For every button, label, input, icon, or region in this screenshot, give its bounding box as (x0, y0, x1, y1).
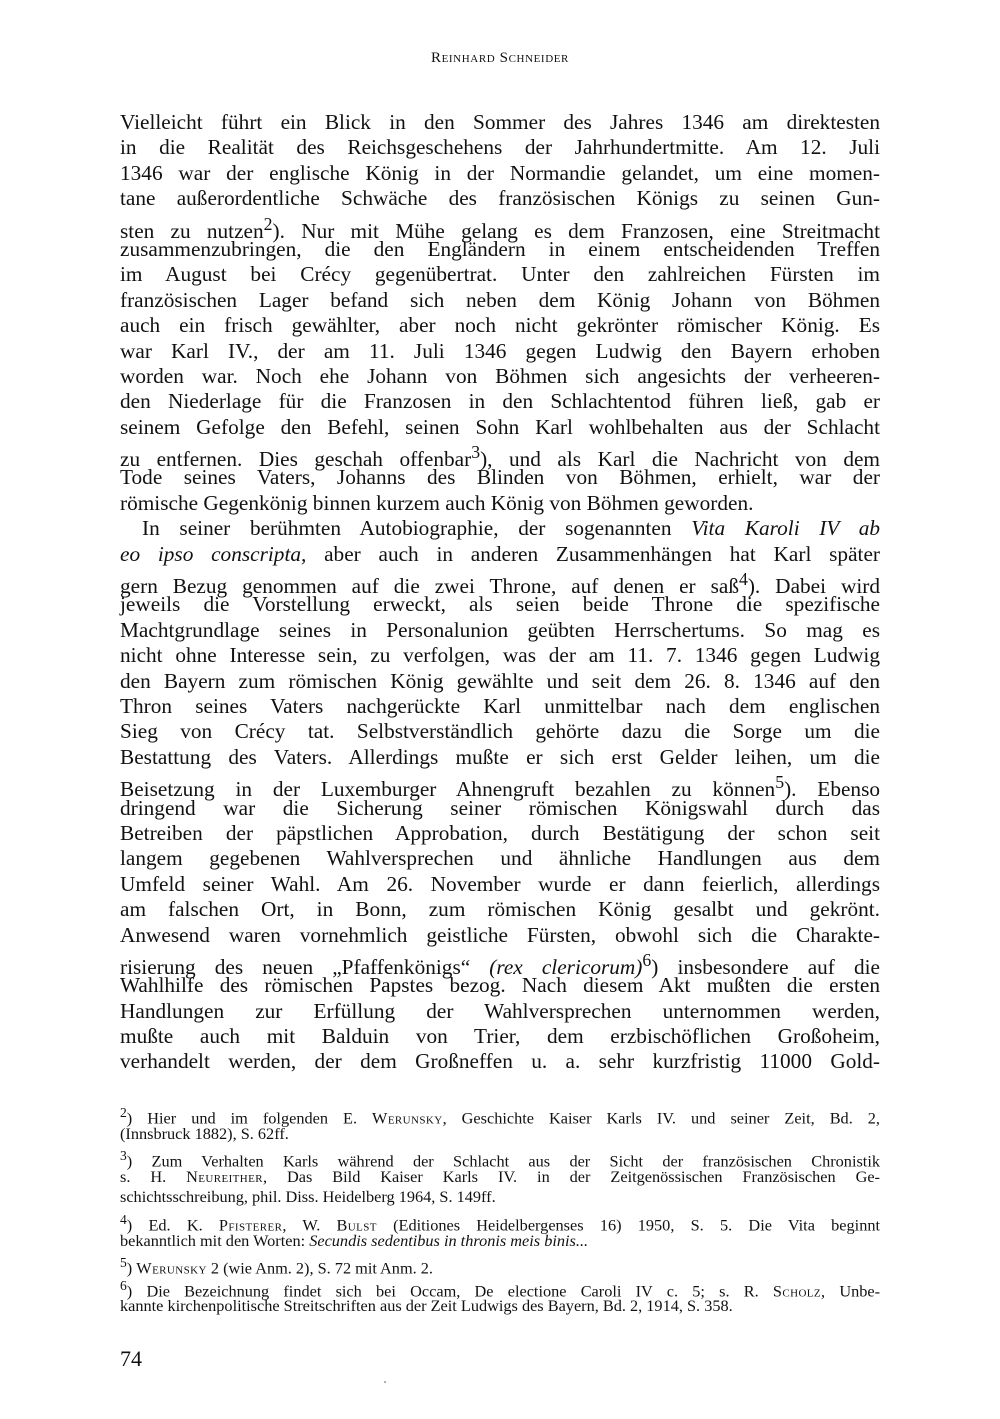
footnote-4 (120, 1210, 880, 1251)
text-line: jeweils die Vorstellung erweckt, als seien beide Throne die spezifische (120, 592, 880, 617)
footnote-ref-5: 5 (775, 772, 785, 793)
text-line: tane außerordentliche Schwäche des französischen Königs zu seinen Gun- (120, 186, 880, 211)
text-segment: ). Dabei wird (747, 574, 880, 599)
text-line: auch ein frisch gewählter, aber noch nicht gekrönter römischer König. Es (120, 313, 880, 338)
text-segment: ) insbesondere auf die (651, 954, 880, 979)
text-line: Bestattung des Vaters. Allerdings mußte er sich erst Gelder leihen, um die (120, 744, 880, 769)
footnote-2 (120, 1103, 880, 1144)
text-line: im August bei Crécy gegenübertrat. Unter den zahlreichen Fürsten im (120, 262, 880, 287)
text-line: verhandelt werden, der dem Großneffen u. a. sehr kurzfristig 11000 Gold- (120, 1049, 880, 1074)
footnote-mark: 5 (120, 1255, 127, 1271)
footnote-line (120, 1146, 880, 1171)
text-segment: ). Nur mit Mühe gelang es dem Franzosen, eine Streitmacht (272, 218, 880, 243)
footnote-mark: 2 (120, 1105, 127, 1120)
text-line: am falschen Ort, in Bonn, zum römischen König gesalbt und gekrönt. (120, 897, 880, 922)
text-line: Handlungen zur Erfüllung der Wahlversprechen unternommen werden, (120, 998, 880, 1023)
text-segment: ) Ed. K. (126, 1215, 219, 1235)
text-segment: 2 (wie Anm. 2), S. 72 mit Anm. 2. (206, 1258, 433, 1278)
text-segment: , W. (282, 1215, 337, 1235)
text-line: Sieg von Crécy tat. Selbstverständlich gehörte dazu die Sorge um die (120, 719, 880, 744)
footnote-line: kannte kirchenpolitische Streitschriften aus der Zeit Ludwigs des Bayern, Bd. 2, 1914, S. 358. (120, 1296, 733, 1316)
footnote-6 (120, 1276, 880, 1317)
footnote-mark: 4 (120, 1211, 127, 1227)
footnote-ref-6: 6 (642, 949, 652, 970)
footnotes (120, 1103, 880, 1317)
text-segment: s. H. (120, 1166, 187, 1186)
text-segment: gern Bezug genommen auf die zwei Throne, auf denen er saß (120, 574, 739, 599)
text-line: den Bayern zum römischen König gewählte und seit dem 26. 8. 1346 auf den (120, 668, 880, 693)
text-segment: Beisetzung in der Luxemburger Ahnengruft bezahlen zu können (120, 777, 776, 802)
text-segment: , Das Bild Kaiser Karls IV. in der Zeitgenössischen Französischen Ge- (263, 1166, 880, 1186)
text-segment: ) Zum Verhalten Karls während der Schlacht aus der Sicht der französischen Chronistik (126, 1151, 880, 1171)
text-line: mußte auch mit Balduin von Trier, dem erzbischöflichen Großoheim, (120, 1024, 880, 1049)
text-line: Anwesend waren vornehmlich geistliche Fürsten, obwohl sich die Charakte- (120, 922, 880, 947)
text-line: Umfeld seiner Wahl. Am 26. November wurde er dann feierlich, allerdings (120, 871, 880, 896)
footnote-mark: 3 (120, 1148, 127, 1164)
text-line: Thron seines Vaters nachgerückte Karl unmittelbar nach dem englischen (120, 693, 880, 718)
text-line: seinem Gefolge den Befehl, seinen Sohn Karl wohlbehalten aus der Schlacht (120, 414, 880, 439)
text-line: Betreiben der päpstlichen Approbation, durch Bestätigung der schon seit (120, 820, 880, 845)
footnote-mark: 6 (120, 1277, 127, 1293)
footnote-line (120, 1103, 880, 1128)
footnote-line (120, 1210, 881, 1235)
text-segment: ), und als Karl die Nachricht von dem (480, 447, 880, 472)
print-speck (384, 1381, 386, 1383)
text-line: 1346 war der englische König in der Normandie gelandet, um eine momen- (120, 160, 880, 185)
text-segment: In seiner berühmten Autobiographie, der sogenannten (142, 516, 692, 541)
text-line: zusammenzubringen, die den Engländern in einem entscheidenden Treffen (120, 236, 880, 261)
text-line: Wahlhilfe des römischen Papstes bezog. Nach diesem Akt mußten die ersten (120, 973, 880, 998)
footnote-ref-2: 2 (263, 213, 273, 234)
text-segment: sten zu nutzen (120, 218, 264, 243)
text-segment: ). Ebenso (784, 777, 881, 802)
author-name: Bulst (336, 1215, 377, 1235)
text-line (120, 212, 880, 243)
italic-title: eo ipso conscripta, (120, 541, 307, 566)
text-segment: ) Die Bezeichnung findet sich bei Occam, De electione Caroli IV c. 5; s. R. (126, 1281, 773, 1301)
text-line (120, 440, 880, 472)
text-line (120, 948, 880, 979)
text-line: Machtgrundlage seines in Personalunion geübten Herrschertums. So mag es (120, 617, 880, 642)
text-line (120, 567, 880, 599)
text-line: den Niederlage für die Franzosen in den Schlachtentod führen ließ, gab er (120, 389, 880, 414)
running-head: Reinhard Schneider (431, 50, 569, 66)
text-line: nicht ohne Interesse sein, zu verfolgen, was der am 11. 7. 1346 gegen Ludwig (120, 643, 880, 668)
text-line: römische Gegenkönig binnen kurzem auch König von Böhmen geworden. (120, 490, 754, 515)
text-line (120, 516, 880, 541)
italic-quote: Secundis sedentibus in thronis meis binis... (309, 1230, 589, 1250)
footnote-3 (120, 1146, 880, 1208)
footnote-line (120, 1253, 880, 1278)
author-name: Scholz (772, 1281, 822, 1301)
text-line: worden war. Noch ehe Johann von Böhmen sich angesichts der verheeren- (120, 363, 880, 388)
author-name: Werunsky (372, 1108, 443, 1128)
footnote-line: (Innsbruck 1882), S. 62ff. (120, 1123, 289, 1143)
text-segment: risierung des neuen „Pfaffenkönigs“ (120, 954, 490, 979)
text-line: war Karl IV., der am 11. Juli 1346 gegen Ludwig den Bayern erhoben (120, 338, 880, 363)
text-line (120, 542, 880, 567)
text-segment: zu entfernen. Dies geschah offenbar (120, 447, 472, 472)
text-segment: ) (126, 1258, 137, 1278)
footnote-ref-4: 4 (738, 569, 748, 590)
footnote-line (120, 1276, 881, 1301)
text-segment: ) Hier und im folgenden E. (126, 1108, 373, 1128)
footnote-line: schichtsschreibung, phil. Diss. Heidelberg 1964, S. 149ff. (120, 1187, 496, 1207)
footnote-line (120, 1167, 880, 1188)
text-line: langem gegebenen Wahlversprechen und ähnliche Handlungen aus dem (120, 846, 880, 871)
author-name: Neureither (186, 1166, 263, 1186)
footnote-5 (120, 1253, 880, 1278)
text-segment: , Geschichte Kaiser Karls IV. und seiner Zeit, Bd. 2, (442, 1108, 880, 1128)
text-segment: , Unbe- (821, 1281, 881, 1301)
text-segment: (Editiones Heidelbergenses 16) 1950, S. 5. Die Vita beginnt (376, 1215, 881, 1235)
italic-title: Vita Karoli IV ab (691, 516, 880, 541)
main-text (120, 110, 880, 1075)
italic-term: (rex clericorum) (489, 954, 643, 979)
text-line: französischen Lager befand sich neben dem König Johann von Böhmen (120, 287, 880, 312)
text-line: Vielleicht führt ein Blick in den Sommer des Jahres 1346 am direktesten (120, 110, 880, 134)
text-segment: bekanntlich mit den Worten: (120, 1230, 310, 1250)
page-number: 74 (120, 1346, 142, 1371)
text-line (120, 770, 881, 802)
text-line: dringend war die Sicherung seiner römischen Königswahl durch das (120, 795, 880, 820)
text-line: in die Realität des Reichsgeschehens der Jahrhundertmitte. Am 12. Juli (120, 135, 880, 160)
footnote-ref-3: 3 (471, 442, 481, 463)
author-name: Pfisterer (218, 1215, 283, 1235)
author-name: Werunsky (136, 1258, 207, 1278)
text-line: Tode seines Vaters, Johanns des Blinden von Böhmen, erhielt, war der (120, 465, 880, 490)
text-segment: aber auch in anderen Zusammenhängen hat Karl später (306, 541, 880, 566)
